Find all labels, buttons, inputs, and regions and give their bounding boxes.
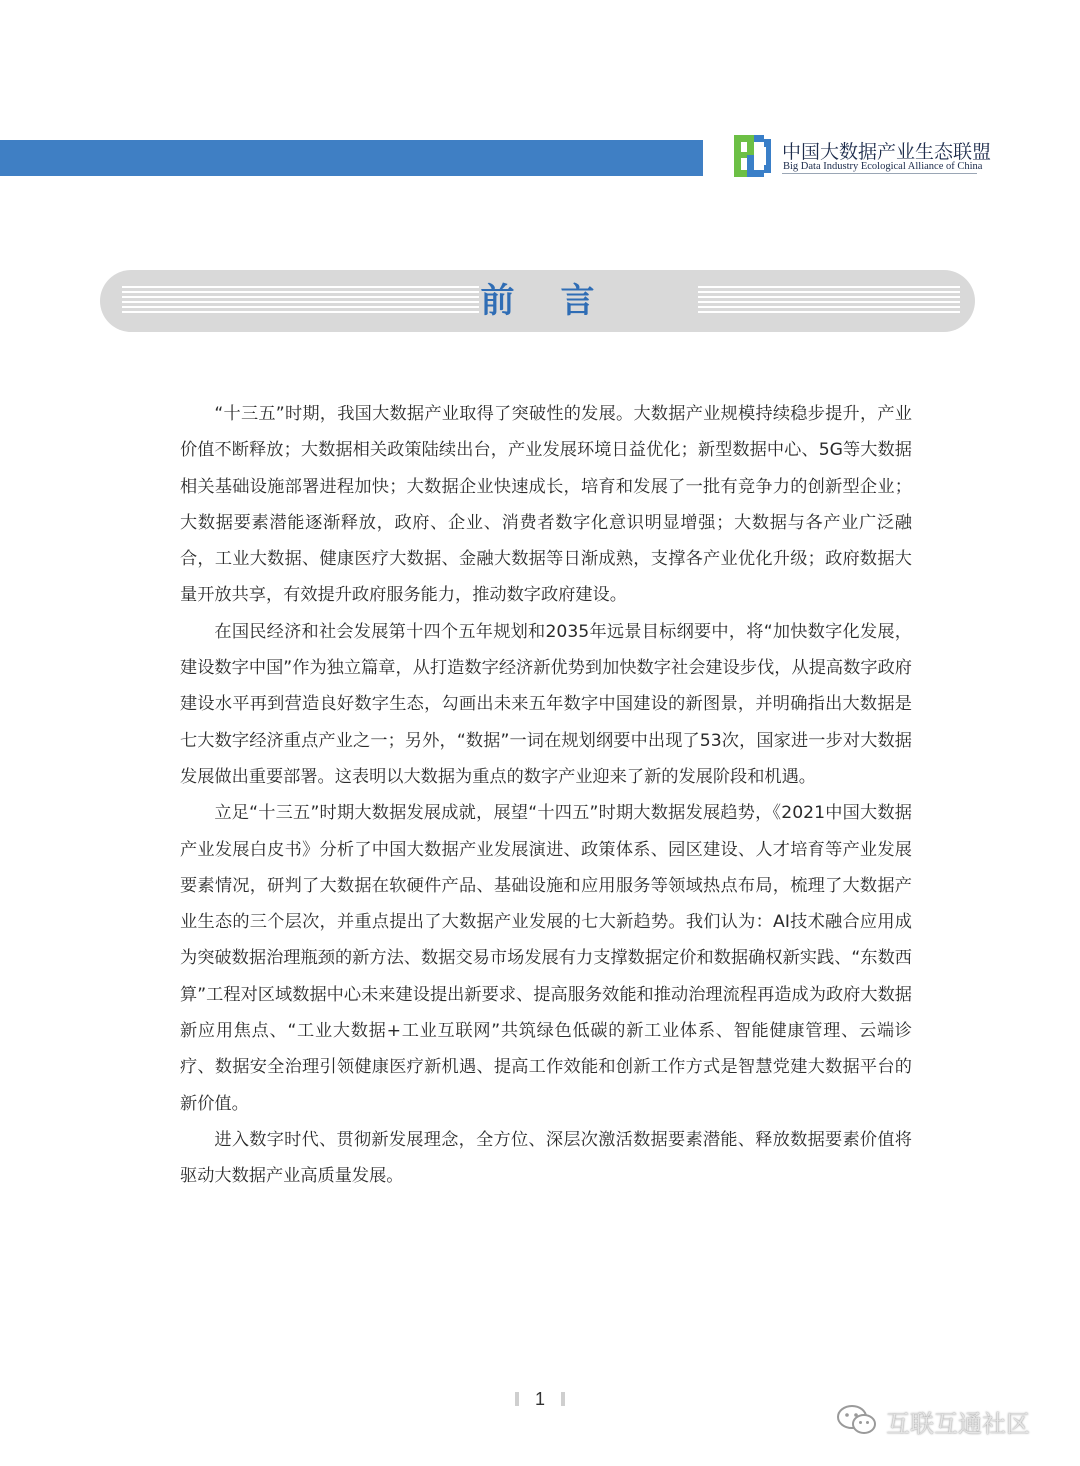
- paragraph-1: “十三五”时期，我国大数据产业取得了突破性的发展。大数据产业规模持续稳步提升，产业价值不断释放；大数据相关政策陆续出台，产业发展环境日益优化；新型数据中心、5G等大数据相关基础设施部署进程加快；大数据企业快速成长，培育和发展了一批有竞争力的创新型企业；大数据要素潜能逐渐释放，政府、企业、消费者数字化意识明显增强；大数据与各产业广泛融合，工业大数据、健康医疗大数据、金融大数据等日渐成熟，支撑各产业优化升级；政府数据大量开放共享，有效提升政府服务能力，推动数字政府建设。: [180, 404, 912, 606]
- header-accent-bar: [0, 140, 703, 176]
- logo-name-cn: 中国大数据产业生态联盟: [782, 141, 992, 163]
- page-number-value: 1: [534, 1389, 545, 1409]
- wechat-watermark: [836, 1400, 1056, 1440]
- page-title: 前言: [480, 281, 641, 321]
- paragraph-2: 在国民经济和社会发展第十四个五年规划和2035年远景目标纲要中，将“加快数字化发展，建设数字中国”作为独立篇章，从打造数字经济新优势到加快数字社会建设步伐，从提高数字政府建设水平再到营造良好数字生态，勾画出未来五年数字中国建设的新图景，并明确指出大数据是七大数字经济重点产业之一；另外，“数据”一词在规划纲要中出现了53次，国家进一步对大数据发展做出重要部署。这表明以大数据为重点的数字产业迎来了新的发展阶段和机遇。: [180, 621, 912, 787]
- bd-logo-icon: [732, 133, 778, 179]
- wechat-icon: [836, 1404, 878, 1436]
- page-number-bar-left: [515, 1392, 519, 1406]
- paragraph-4: 进入数字时代、贯彻新发展理念，全方位、深层次激活数据要素潜能、释放数据要素价值将驱动大数据产业高质量发展。: [180, 1129, 912, 1187]
- preface-body: [180, 396, 912, 1195]
- page-number-bar-right: [561, 1392, 565, 1406]
- paragraph-3: 立足“十三五”时期大数据发展成就，展望“十四五”时期大数据发展趋势，《2021中国大数据产业发展白皮书》分析了中国大数据产业发展演进、政策体系、园区建设、人才培育等产业发展要素情况，研判了大数据在软硬件产品、基础设施和应用服务等领域热点布局，梳理了大数据产业生态的三个层次，并重点提出了大数据产业发展的七大新趋势。我们认为：AI技术融合应用成为突破数据治理瓶颈的新方法、数据交易市场发展有力支撑数据定价和数据确权新实践、“东数西算”工程对区域数据中心未来建设提出新要求、提高服务效能和推动治理流程再造成为政府大数据新应用焦点、“工业大数据+工业互联网”共筑绿色低碳的新工业体系、智能健康管理、云端诊疗、数据安全治理引领健康医疗新机遇、提高工作效能和创新工作方式是智慧党建大数据平台的新价值。: [180, 803, 912, 1114]
- logo-name-en: Big Data Industry Ecological Alliance of China: [783, 161, 983, 172]
- page-number: [510, 1384, 570, 1414]
- logo-underline: [782, 173, 977, 174]
- alliance-logo: [732, 133, 992, 179]
- section-title-banner: [100, 270, 975, 332]
- watermark-text: 互联互通社区: [886, 1410, 1030, 1438]
